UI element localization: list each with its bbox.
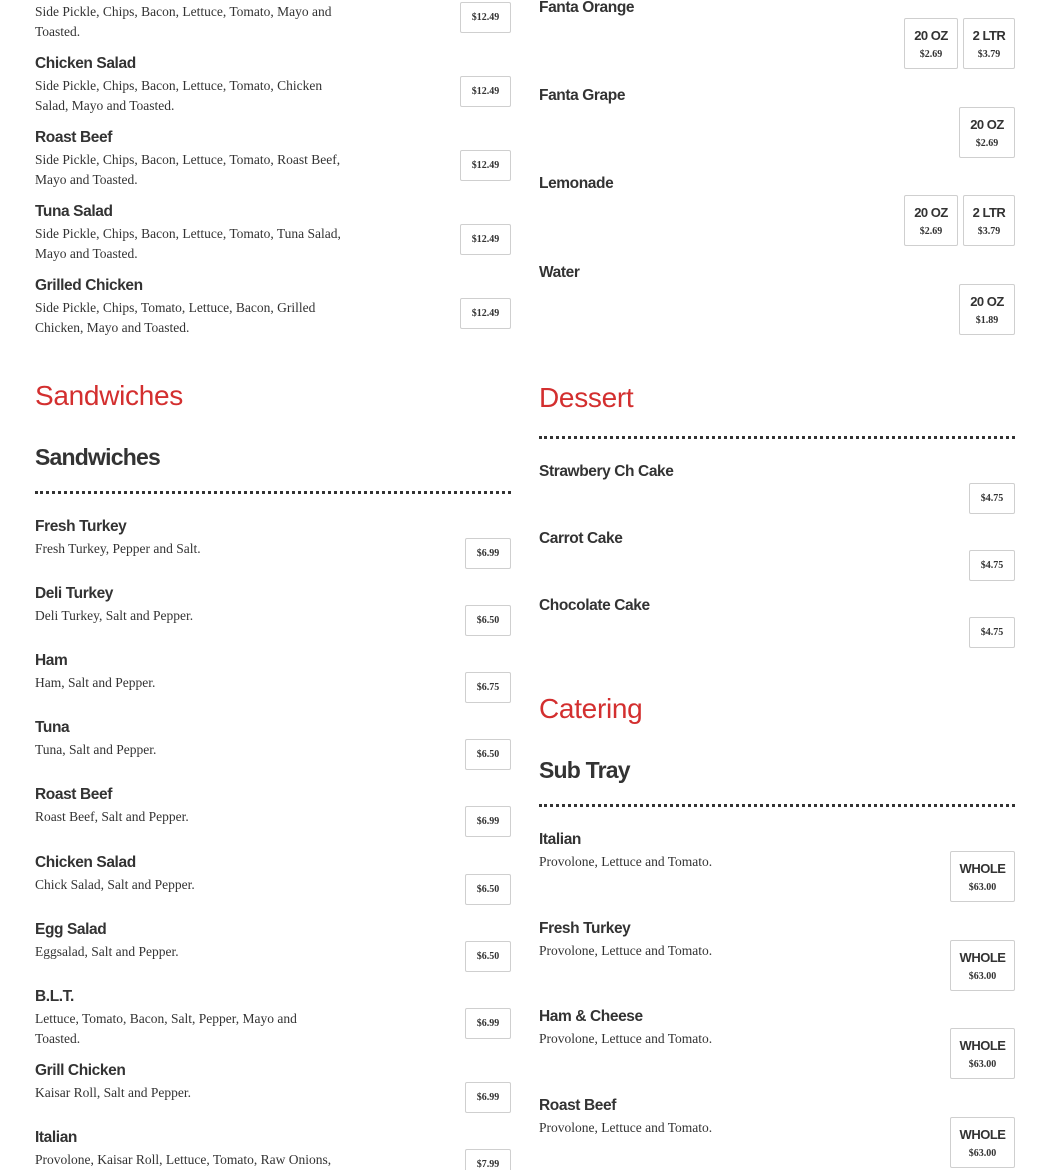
item-description: Provolone, Lettuce and Tomato.	[539, 854, 713, 869]
size-price: $1.89	[975, 314, 999, 326]
menu-item[interactable]	[539, 462, 1015, 504]
item-name: Italian	[539, 831, 581, 848]
item-name: Chicken Salad	[35, 854, 136, 871]
item-name: Tuna Salad	[35, 203, 113, 220]
size-options	[959, 284, 1015, 335]
price-button[interactable]: $6.99	[465, 806, 511, 837]
item-description: Provolone, Lettuce and Tomato.	[539, 943, 713, 958]
item-description: Deli Turkey, Salt and Pepper.	[35, 608, 194, 623]
size-option-button[interactable]	[904, 195, 958, 246]
item-description: Ham, Salt and Pepper.	[35, 675, 156, 690]
size-option-button[interactable]	[959, 107, 1015, 158]
item-name: Roast Beef	[35, 129, 112, 146]
menu-item[interactable]	[539, 1096, 1015, 1159]
item-name: Fresh Turkey	[539, 920, 631, 937]
menu-item[interactable]	[539, 0, 1015, 60]
menu-item[interactable]	[35, 920, 511, 962]
size-option-button[interactable]	[950, 940, 1015, 991]
item-description: Tuna, Salt and Pepper.	[35, 742, 157, 757]
item-description: Roast Beef, Salt and Pepper.	[35, 809, 189, 824]
subsection-title: Sub Tray	[539, 757, 630, 783]
size-label: 2 LTR	[972, 27, 1006, 43]
item-description: Eggsalad, Salt and Pepper.	[35, 944, 179, 959]
price-button[interactable]: $4.75	[969, 617, 1015, 648]
item-name: B.L.T.	[35, 988, 74, 1005]
size-label: WHOLE	[959, 1126, 1006, 1142]
size-label: WHOLE	[959, 1037, 1006, 1053]
item-name: Grill Chicken	[35, 1062, 126, 1079]
menu-item[interactable]	[35, 128, 511, 190]
section-title-dessert: Dessert	[539, 382, 634, 413]
size-label: WHOLE	[959, 949, 1006, 965]
size-options	[950, 851, 1015, 902]
size-option-button[interactable]	[963, 195, 1015, 246]
item-name: Italian	[35, 1129, 77, 1146]
size-option-button[interactable]	[904, 18, 958, 69]
menu-item[interactable]	[35, 651, 511, 693]
price-button[interactable]: $6.50	[465, 874, 511, 905]
item-name: Fanta Grape	[539, 87, 626, 104]
item-description: Side Pickle, Chips, Bacon, Lettuce, Tomato, Tuna Salad, Mayo and Toasted.	[35, 226, 341, 261]
menu-item[interactable]	[539, 529, 1015, 571]
price-button[interactable]: $6.50	[465, 739, 511, 770]
size-options	[950, 940, 1015, 991]
price-button[interactable]: $12.49	[460, 298, 511, 329]
size-label: 20 OZ	[970, 293, 1004, 309]
item-description: Side Pickle, Chips, Tomato, Lettuce, Bacon, Grilled Chicken, Mayo and Toasted.	[35, 300, 316, 335]
item-description: Side Pickle, Chips, Bacon, Lettuce, Tomato, Mayo and Toasted.	[35, 4, 332, 39]
size-price: $63.00	[968, 970, 997, 982]
price-button[interactable]: $4.75	[969, 483, 1015, 514]
menu-item[interactable]	[35, 2, 511, 42]
menu-item[interactable]	[35, 54, 511, 116]
item-name: Carrot Cake	[539, 530, 623, 547]
size-price: $2.69	[919, 225, 943, 237]
price-button[interactable]: $12.49	[460, 76, 511, 107]
size-option-button[interactable]	[950, 1028, 1015, 1079]
menu-item[interactable]	[35, 1128, 511, 1170]
menu-item[interactable]	[35, 517, 511, 559]
price-button[interactable]: $6.99	[465, 1008, 511, 1039]
size-label: 2 LTR	[972, 204, 1006, 220]
price-button[interactable]: $7.99	[465, 1149, 511, 1170]
menu-item[interactable]	[539, 263, 1015, 326]
size-option-button[interactable]	[959, 284, 1015, 335]
item-name: Ham	[35, 652, 68, 669]
price-button[interactable]: $6.50	[465, 941, 511, 972]
price-button[interactable]: $6.99	[465, 1082, 511, 1113]
price-button[interactable]: $6.99	[465, 538, 511, 569]
price-button[interactable]: $6.75	[465, 672, 511, 703]
price-button[interactable]: $6.50	[465, 605, 511, 636]
size-label: WHOLE	[959, 860, 1006, 876]
menu-item[interactable]	[539, 86, 1015, 149]
item-description: Provolone, Kaisar Roll, Lettuce, Tomato, Raw Onions,	[35, 1152, 332, 1167]
subsection-title: Sandwiches	[35, 444, 160, 470]
menu-item[interactable]	[539, 596, 1015, 638]
item-name: Egg Salad	[35, 921, 107, 938]
menu-item[interactable]	[539, 919, 1015, 982]
size-price: $63.00	[968, 1147, 997, 1159]
section-title-catering: Catering	[539, 693, 643, 724]
section-title-sandwiches: Sandwiches	[35, 380, 183, 411]
size-price: $2.69	[975, 137, 999, 149]
size-options	[904, 18, 1015, 69]
item-name: Chocolate Cake	[539, 597, 650, 614]
price-button[interactable]: $12.49	[460, 2, 511, 33]
size-options	[950, 1117, 1015, 1168]
item-name: Roast Beef	[35, 786, 112, 803]
item-name: Ham & Cheese	[539, 1008, 643, 1025]
size-label: 20 OZ	[970, 116, 1004, 132]
menu-item[interactable]	[539, 830, 1015, 893]
item-name: Strawbery Ch Cake	[539, 463, 674, 480]
item-description: Side Pickle, Chips, Bacon, Lettuce, Tomato, Chicken Salad, Mayo and Toasted.	[35, 78, 323, 113]
size-options	[959, 107, 1015, 158]
item-description: Provolone, Lettuce and Tomato.	[539, 1031, 713, 1046]
price-button[interactable]: $4.75	[969, 550, 1015, 581]
price-button[interactable]: $12.49	[460, 224, 511, 255]
item-name: Water	[539, 264, 580, 281]
item-description: Lettuce, Tomato, Bacon, Salt, Pepper, Mayo and Toasted.	[35, 1011, 297, 1046]
item-name: Grilled Chicken	[35, 277, 143, 294]
menu-item[interactable]	[539, 1007, 1015, 1070]
size-label: 20 OZ	[914, 204, 948, 220]
size-price: $63.00	[968, 881, 997, 893]
item-name: Roast Beef	[539, 1097, 616, 1114]
item-description: Kaisar Roll, Salt and Pepper.	[35, 1085, 191, 1100]
menu-item[interactable]	[35, 785, 511, 827]
menu-item[interactable]	[539, 174, 1015, 237]
menu-item[interactable]	[35, 853, 511, 895]
item-description: Side Pickle, Chips, Bacon, Lettuce, Tomato, Roast Beef, Mayo and Toasted.	[35, 152, 341, 187]
item-name: Chicken Salad	[35, 55, 136, 72]
item-name: Tuna	[35, 719, 70, 736]
item-description: Chick Salad, Salt and Pepper.	[35, 877, 195, 892]
divider	[539, 436, 1015, 439]
price-button[interactable]: $12.49	[460, 150, 511, 181]
size-price: $2.69	[919, 48, 943, 60]
item-name: Fanta Orange	[539, 0, 635, 16]
menu-item[interactable]	[35, 1061, 511, 1103]
item-name: Fresh Turkey	[35, 518, 127, 535]
item-name: Lemonade	[539, 175, 614, 192]
size-label: 20 OZ	[914, 27, 948, 43]
item-description: Provolone, Lettuce and Tomato.	[539, 1120, 713, 1135]
size-option-button[interactable]	[950, 851, 1015, 902]
size-price: $3.79	[977, 225, 1001, 237]
size-options	[950, 1028, 1015, 1079]
divider	[539, 804, 1015, 807]
divider	[35, 491, 511, 494]
size-price: $63.00	[968, 1058, 997, 1070]
menu-item[interactable]	[35, 987, 511, 1049]
size-options	[904, 195, 1015, 246]
size-price: $3.79	[977, 48, 1001, 60]
menu-item[interactable]	[35, 202, 511, 264]
menu-item[interactable]	[35, 584, 511, 626]
size-option-button[interactable]	[950, 1117, 1015, 1168]
item-description: Fresh Turkey, Pepper and Salt.	[35, 541, 201, 556]
size-option-button[interactable]	[963, 18, 1015, 69]
item-name: Deli Turkey	[35, 585, 114, 602]
menu-item[interactable]	[35, 718, 511, 760]
menu-item[interactable]	[35, 276, 511, 338]
